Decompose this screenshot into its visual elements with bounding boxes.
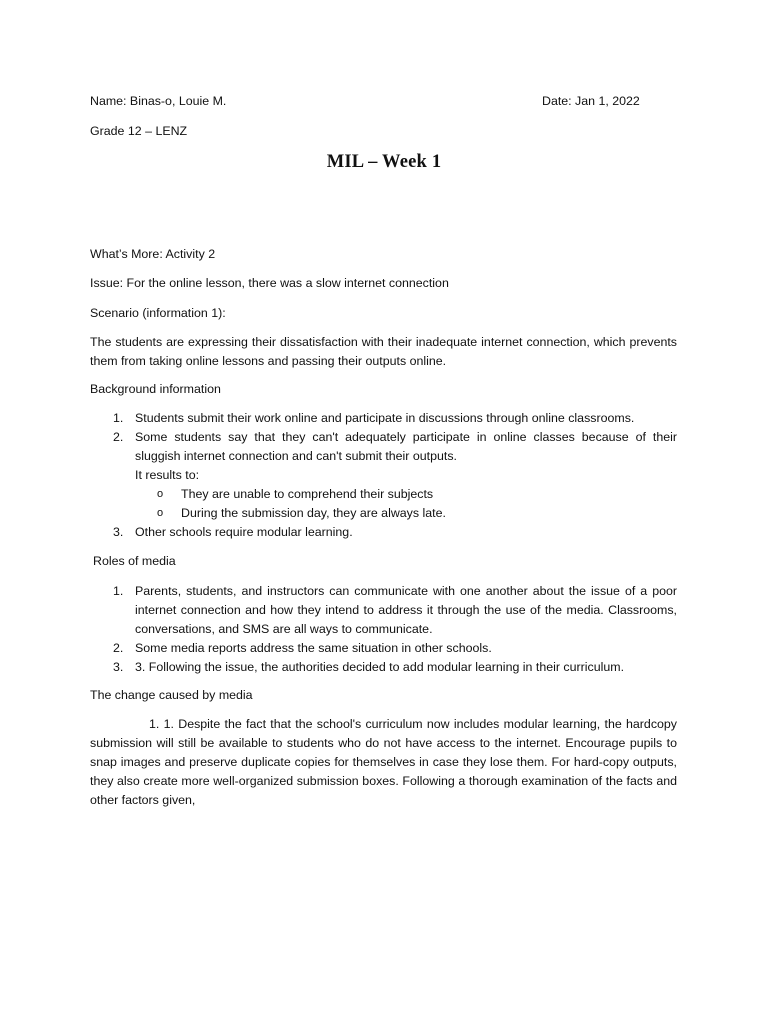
sublist-item: [135, 485, 677, 504]
list-item: [90, 409, 677, 428]
background-list: [90, 409, 677, 542]
list-item-text: Students submit their work online and participate in discussions through online classrooms.: [135, 411, 635, 425]
roles-list: [90, 582, 677, 677]
list-item-text: Other schools require modular learning.: [135, 525, 353, 539]
scenario-heading: Scenario (information 1):: [90, 306, 226, 320]
results-label: It results to:: [135, 468, 200, 482]
scenario-paragraph: The students are expressing their dissatisfaction with their inadequate internet connection, which prevents them from taking online lessons and passing their outputs online.: [90, 335, 677, 368]
document-date: Date: Jan 1, 2022: [542, 94, 640, 108]
activity-label: What’s More: Activity 2: [90, 247, 216, 261]
list-number: 3.: [113, 525, 124, 539]
results-sublist: [135, 485, 677, 523]
bullet-icon: o: [157, 488, 164, 500]
change-paragraph: 1. 1. Despite the fact that the school's curriculum now includes modular learning, the hardcopy submission will still be available to students who do not have access to the internet. Encourage pupils to snap images and preserve duplicate copies for themselves in case they lose them. For hard-copy outputs, they also create more well-organized submission boxes. Following a thorough examination of the facts and other factors given,: [90, 717, 677, 807]
sublist-item-text: They are unable to comprehend their subjects: [181, 487, 434, 501]
page-title: MIL – Week 1: [326, 152, 442, 172]
list-item: [90, 523, 677, 542]
bullet-icon: o: [157, 507, 164, 519]
list-item-text: 3. Following the issue, the authorities decided to add modular learning in their curriculum.: [135, 660, 625, 674]
sublist-item: [135, 504, 677, 523]
change-heading: The change caused by media: [90, 688, 253, 702]
background-heading: Background information: [90, 382, 221, 396]
sublist-item-text: During the submission day, they are always late.: [181, 506, 446, 520]
student-name: Name: Binas-o, Louie M.: [90, 94, 227, 108]
list-item: [90, 428, 677, 523]
grade-section: Grade 12 – LENZ: [90, 124, 188, 138]
list-item-text: Some students say that they can't adequately participate in online classes because of their sluggish internet connection and can't submit their outputs.: [135, 430, 677, 463]
issue-text: Issue: For the online lesson, there was a slow internet connection: [90, 276, 449, 290]
list-number: 2.: [113, 430, 124, 444]
list-item: [90, 582, 677, 639]
list-number: 2.: [113, 641, 124, 655]
roles-heading: Roles of media: [93, 554, 176, 568]
list-item-text: Some media reports address the same situation in other schools.: [135, 641, 492, 655]
list-number: 3.: [113, 660, 124, 674]
list-item: [90, 639, 677, 658]
list-number: 1.: [113, 411, 124, 425]
list-number: 1.: [113, 584, 124, 598]
list-item: [90, 658, 677, 677]
list-item-text: Parents, students, and instructors can communicate with one another about the issue of a poor internet connection and how they intend to address it through the use of the media. Classrooms, conversations, and SMS are all ways to communicate.: [135, 584, 677, 636]
